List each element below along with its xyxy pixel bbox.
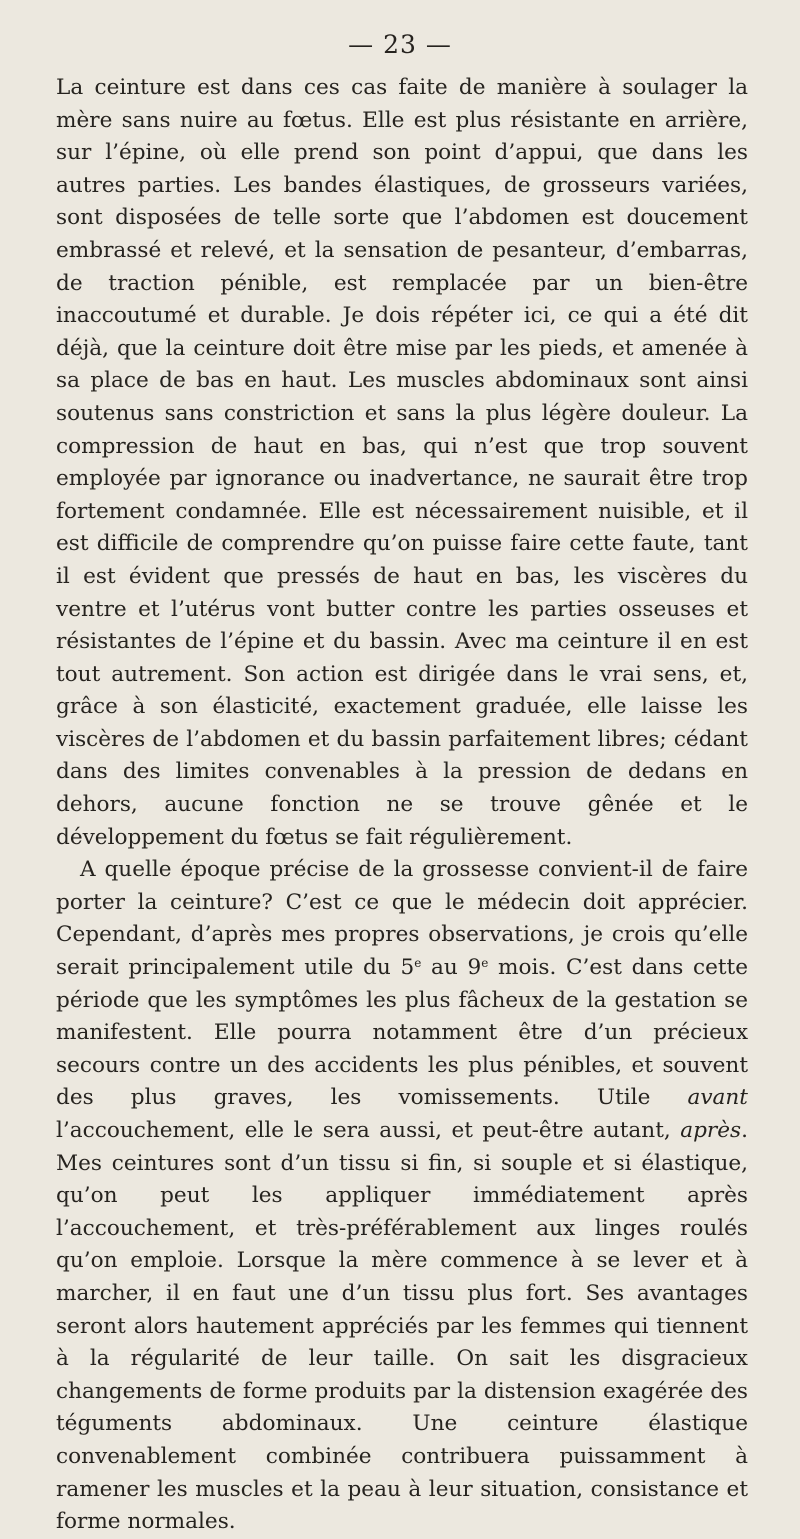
text-run: . Mes ceintures sont d’un tissu si fin, si souple et si élastique, qu’on peut les appliquer immédiatement après l’accouchement, et très-préférablement aux linges roulés qu’on emploie. Lorsque la mère commence à se lever et à marcher, il en faut une d’un tissu plus fort. Ses avantages seront alors hautement appréciés par les femmes qui tiennent à la régularité de leur taille. On sait les disgracieux changements de forme produits par la distension exagérée des téguments abdominaux. Une ceinture élastique convenablement combinée contribuera puissamment à ramener les muscles et la peau à leur situation, consistance et forme normales.: [56, 1118, 748, 1535]
superscript-text: e: [481, 956, 489, 971]
text-run: A quelle époque précise de la grossesse convient-il de faire porter la ceinture? C’est ce que le médecin doit apprécier. Cependant, d’après mes propres observations, je crois qu’elle serait principalement utile du 5: [56, 857, 748, 981]
page-number: — 23 —: [348, 30, 452, 59]
text-run: La ceinture est dans ces cas faite de manière à soulager la mère sans nuire au fœtus. Elle est plus résistante en arrière, sur l’épine, où elle prend son point d’appui, que dans les autres parties. Les bandes élastiques, de grosseurs variées, sont disposées de telle sorte que l’abdomen est doucement embrassé et relevé, et la sensation de pesanteur, d’embarras, de traction pénible, est remplacée par un bien-être inaccoutumé et durable. Je dois répéter ici, ce qui a été dit déjà, que la ceinture doit être mise par les pieds, et amenée à sa place de bas en haut. Les muscles abdominaux sont ainsi soutenus sans constriction et sans la plus légère douleur. La compression de haut en bas, qui n’est que trop souvent employée par ignorance ou inadvertance, ne saurait être trop fortement condamnée. Elle est nécessairement nuisible, et il est difficile de comprendre qu’on puisse faire cette faute, tant il est évident que pressés de haut en bas, les viscères du ventre et l’utérus vont butter contre les parties osseuses et résistantes de l’épine et du bassin. Avec ma ceinture il en est tout autrement. Son action est dirigée dans le vrai sens, et, grâce à son élasticité, exactement graduée, elle laisse les viscères de l’abdomen et du bassin parfaitement libres; cédant dans des limites convenables à la pression de dedans en dehors, aucune fonction ne se trouve gênée et le développement du fœtus se fait régulièrement.: [56, 75, 748, 850]
superscript-text: e: [414, 956, 422, 971]
text-run: mois. C’est dans cette période que les symptômes les plus fâcheux de la gestation se manifestent. Elle pourra notamment être d’un précieux secours contre un des accidents les plus pénibles, et souvent des plus graves, les vomissements. Utile: [56, 955, 748, 1111]
italic-text: avant: [687, 1085, 748, 1111]
text-run: au 9: [421, 955, 482, 981]
text-run: l’accouchement, elle le sera aussi, et peut-être autant,: [56, 1118, 681, 1143]
paragraph: [56, 72, 748, 854]
italic-text: après: [680, 1118, 742, 1143]
body-text: [56, 72, 748, 1539]
paragraph: [56, 854, 748, 1538]
